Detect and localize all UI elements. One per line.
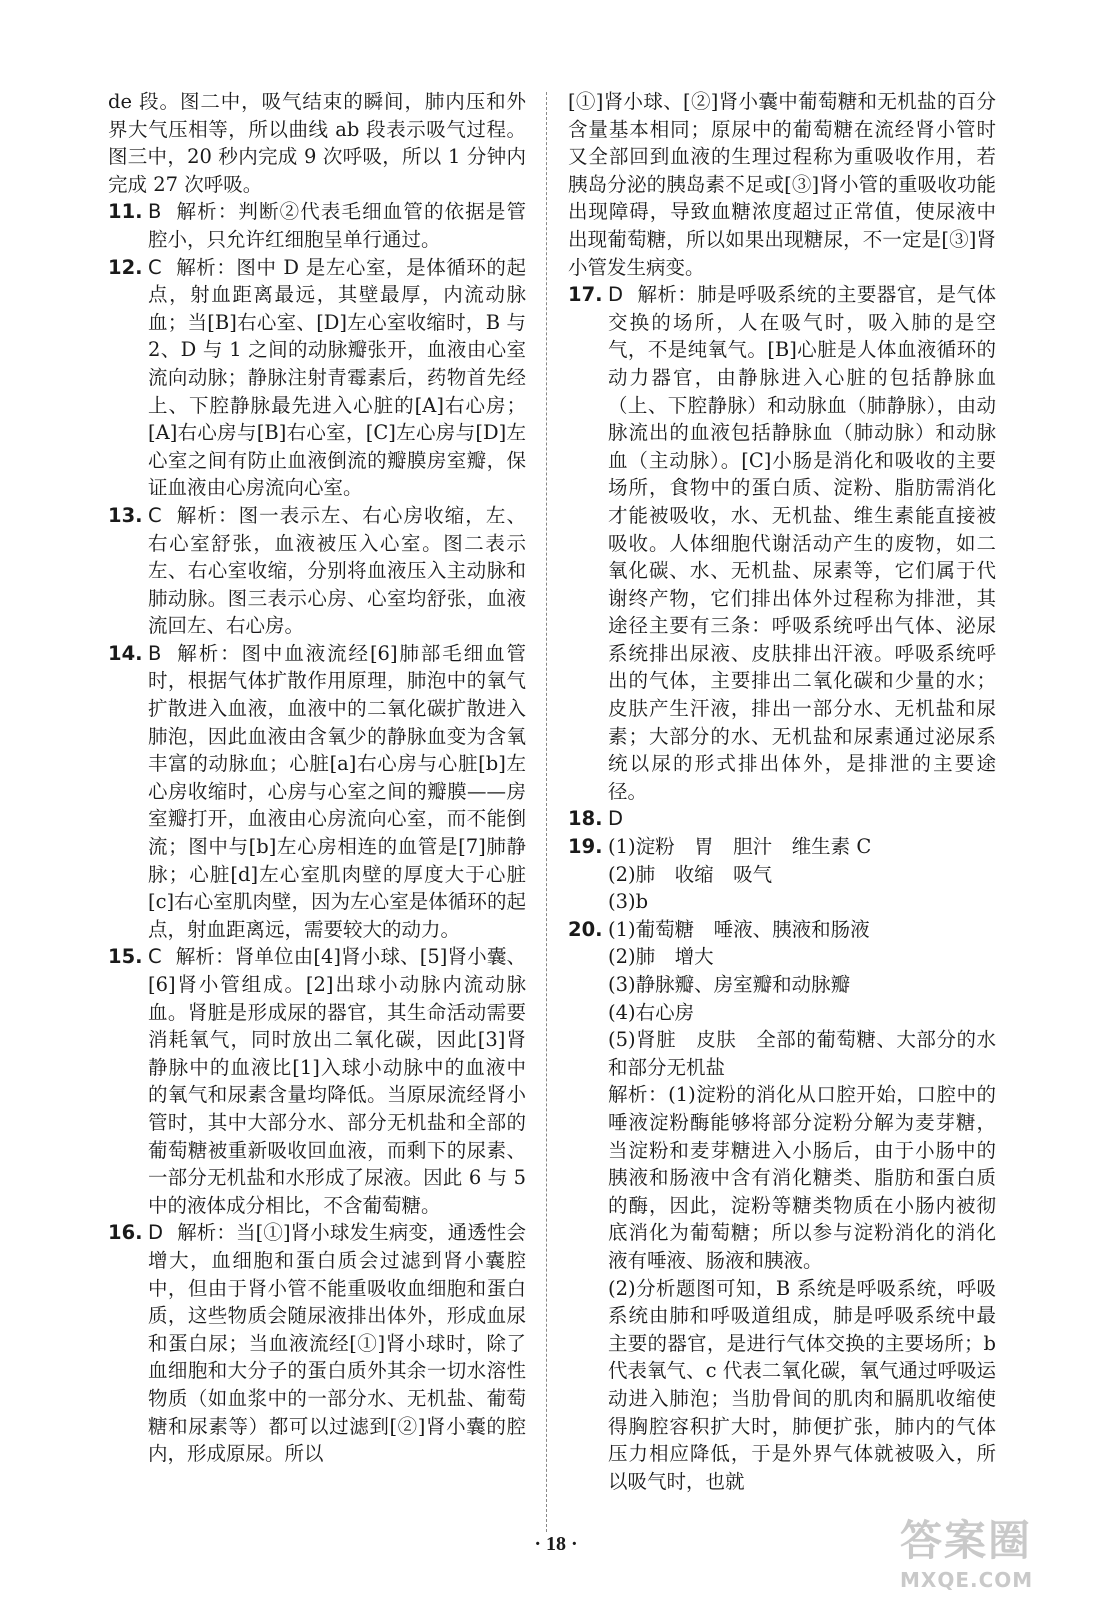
answer-choice: C xyxy=(148,503,162,527)
answer-item-16 xyxy=(108,1219,526,1467)
answer-item-17 xyxy=(568,281,996,805)
answer-item-11 xyxy=(108,198,526,253)
sub-answer: (2)肺 收缩 吸气 xyxy=(608,862,773,886)
analysis-text: 解析：图中 D 是左心室，是体循环的起点，射血距离最远，其壁最厚，内流动脉血；当[B]右心室、[D]左心室收缩时，B 与 2、D 与 1 之间的动脉瓣张开，血液由心室流向动脉；静脉注射青霉素后，药物首先经上、下腔静脉最先进入心脏的[A]右心房；[A]右心房与[B]右心室，[C]左心房与[D]左心室之间有防止血液倒流的瓣膜房室瓣，保证血液由心房流向心室。 xyxy=(148,255,526,500)
right-column xyxy=(568,88,996,1495)
item-number: 16. xyxy=(108,1221,143,1245)
analysis-text: 解析：(1)淀粉的消化从口腔开始，口腔中的唾液淀粉酶能够将部分淀粉分解为麦芽糖，当淀粉和麦芽糖进入小肠后，由于小肠中的胰液和肠液中含有消化糖类、脂肪和蛋白质的酶，因此，淀粉等糖类物质在小肠内被彻底消化为葡萄糖；所以参与淀粉消化的消化液有唾液、肠液和胰液。 xyxy=(608,1083,996,1272)
continuation-text: [①]肾小球、[②]肾小囊中葡萄糖和无机盐的百分含量基本相同；原尿中的葡萄糖在流经肾小管时又全部回到血液的生理过程称为重吸收作用，若胰岛分泌的胰岛素不足或[③]肾小管的重吸收功能出现障碍，导致血糖浓度超过正常值，使尿液中出现葡萄糖，所以如果出现糖尿，不一定是[③]肾小管发生病变。 xyxy=(568,90,996,279)
answer-item-20 xyxy=(568,916,996,1495)
watermark-logo-text: 答案圈 xyxy=(900,1516,1033,1565)
analysis-text: 解析：图一表示左、右心房收缩，左、右心室舒张，血液被压入心室。图二表示左、右心室收缩，分别将血液压入主动脉和肺动脉。图三表示心房、心室均舒张，血液流回左、右心房。 xyxy=(148,503,526,638)
watermark-site: MXQE.COM xyxy=(900,1568,1034,1592)
answer-item-12 xyxy=(108,254,526,502)
sub-answer: (2)肺 增大 xyxy=(608,945,714,969)
answer-choice: D xyxy=(608,283,624,307)
item-number: 19. xyxy=(568,835,603,859)
item-number: 15. xyxy=(108,945,143,969)
left-column xyxy=(108,88,526,1468)
continuation-text: de 段。图二中，吸气结束的瞬间，肺内压和外界大气压相等，所以曲线 ab 段表示吸气过程。图三中，20 秒内完成 9 次呼吸，所以 1 分钟内完成 27 次呼吸。 xyxy=(108,90,526,196)
answer-item-14 xyxy=(108,640,526,944)
item-number: 13. xyxy=(108,503,143,527)
sub-answer: (5)肾脏 皮肤 全部的葡萄糖、大部分的水和部分无机盐 xyxy=(608,1028,996,1079)
answer-item-13 xyxy=(108,502,526,640)
analysis-text: 解析：肾单位由[4]肾小球、[5]肾小囊、[6]肾小管组成。[2]出球小动脉内流动脉血。肾脏是形成尿的器官，其生命活动需要消耗氧气，同时放出二氧化碳，因此[3]肾静脉中的血液比[1]入球小动脉中的血液中的氧气和尿素含量均降低。当原尿流经肾小管时，其中大部分水、部分无机盐和全部的葡萄糖被重新吸收回血液，而剩下的尿素、一部分无机盐和水形成了尿液。因此 6 与 5 中的液体成分相比，不含葡萄糖。 xyxy=(148,945,526,1217)
sub-answer: (3)静脉瓣、房室瓣和动脉瓣 xyxy=(608,973,851,996)
item-number: 12. xyxy=(108,255,143,279)
analysis-text: 解析：肺是呼吸系统的主要器官，是气体交换的场所，人在吸气时，吸入肺的是空气，不是纯氧气。[B]心脏是人体血液循环的动力器官，由静脉进入心脏的包括静脉血（上、下腔静脉）和动脉血（肺静脉），由动脉流出的血液包括静脉血（肺动脉）和动脉血（主动脉）。[C]小肠是消化和吸收的主要场所，食物中的蛋白质、淀粉、脂肪需消化才能被吸收，水、无机盐、维生素能直接被吸收。人体细胞代谢活动产生的废物，如二氧化碳、水、无机盐、尿素等，它们属于代谢终产物，它们排出体外过程称为排泄，其途径主要有三条：呼吸系统呼出气体、泌尿系统排出尿液、皮肤排出汗液。呼吸系统呼出的气体，主要排出二氧化碳和少量的水；皮肤产生汗液，排出一部分水、无机盐和尿素；大部分的水、无机盐和尿素通过泌尿系统以尿的形式排出体外，是排泄的主要途径。 xyxy=(608,283,996,803)
analysis-text: 解析：当[①]肾小球发生病变，通透性会增大，血细胞和蛋白质会过滤到肾小囊腔中，但由于肾小管不能重吸收血细胞和蛋白质，这些物质会随尿液排出体外，形成血尿和蛋白尿；当血液流经[①]肾小球时，除了血细胞和大分子的蛋白质外其余一切水溶性物质（如血浆中的一部分水、无机盐、葡萄糖和尿素等）都可以过滤到[②]肾小囊的腔内，形成原尿。所以 xyxy=(148,1221,526,1466)
answer-choice: B xyxy=(148,641,162,665)
page-number: · 18 · xyxy=(534,1533,578,1555)
sub-answer: (1)葡萄糖 唾液、胰液和肠液 xyxy=(608,917,870,941)
sub-answer: (3)b xyxy=(608,890,649,914)
watermark-logo xyxy=(900,1508,1100,1598)
analysis-text: 解析：图中血液流经[6]肺部毛细血管时，根据气体扩散作用原理，肺泡中的氧气扩散进入血液，血液中的二氧化碳扩散进入肺泡，因此血液由含氧少的静脉血变为含氧丰富的动脉血；心脏[a]右心房与心脏[b]左心房收缩时，心房与心室之间的瓣膜——房室瓣打开，血液由心房流向心室，而不能倒流；图中与[b]左心房相连的血管是[7]肺静脉；心脏[d]左心室肌肉壁的厚度大于心脏[c]右心室肌肉壁，因为左心室是体循环的起点，射血距离远，需要较大的动力。 xyxy=(148,641,526,941)
item-number: 11. xyxy=(108,200,143,224)
answer-item-15 xyxy=(108,943,526,1219)
sub-answer: (4)右心房 xyxy=(608,1000,695,1024)
answer-choice: B xyxy=(148,200,162,224)
answer-choice: C xyxy=(148,945,162,969)
item-number: 18. xyxy=(568,807,603,831)
sub-answer: (1)淀粉 胃 胆汁 维生素 C xyxy=(608,835,872,859)
item-number: 14. xyxy=(108,641,143,665)
analysis-text: (2)分析题图可知，B 系统是呼吸系统，呼吸系统由肺和呼吸道组成，肺是呼吸系统中最主要的器官，是进行气体交换的主要场所；b 代表氧气、c 代表二氧化碳，氧气通过呼吸运动进入肺泡；当肋骨间的肌肉和膈肌收缩使得胸腔容积扩大时，肺便扩张，肺内的气体压力相应降低，于是外界气体就被吸入，所以吸气时，也就 xyxy=(608,1276,996,1493)
item-number: 20. xyxy=(568,917,603,941)
answer-choice: D xyxy=(148,1221,164,1245)
answer-item-19 xyxy=(568,833,996,916)
analysis-text: 解析：判断②代表毛细血管的依据是管腔小，只允许红细胞呈单行通过。 xyxy=(148,200,526,251)
column-divider xyxy=(546,92,547,1532)
answer-choice: C xyxy=(148,255,162,279)
answer-item-18 xyxy=(568,805,996,833)
answer-choice: D xyxy=(608,807,624,831)
item-number: 17. xyxy=(568,283,603,307)
